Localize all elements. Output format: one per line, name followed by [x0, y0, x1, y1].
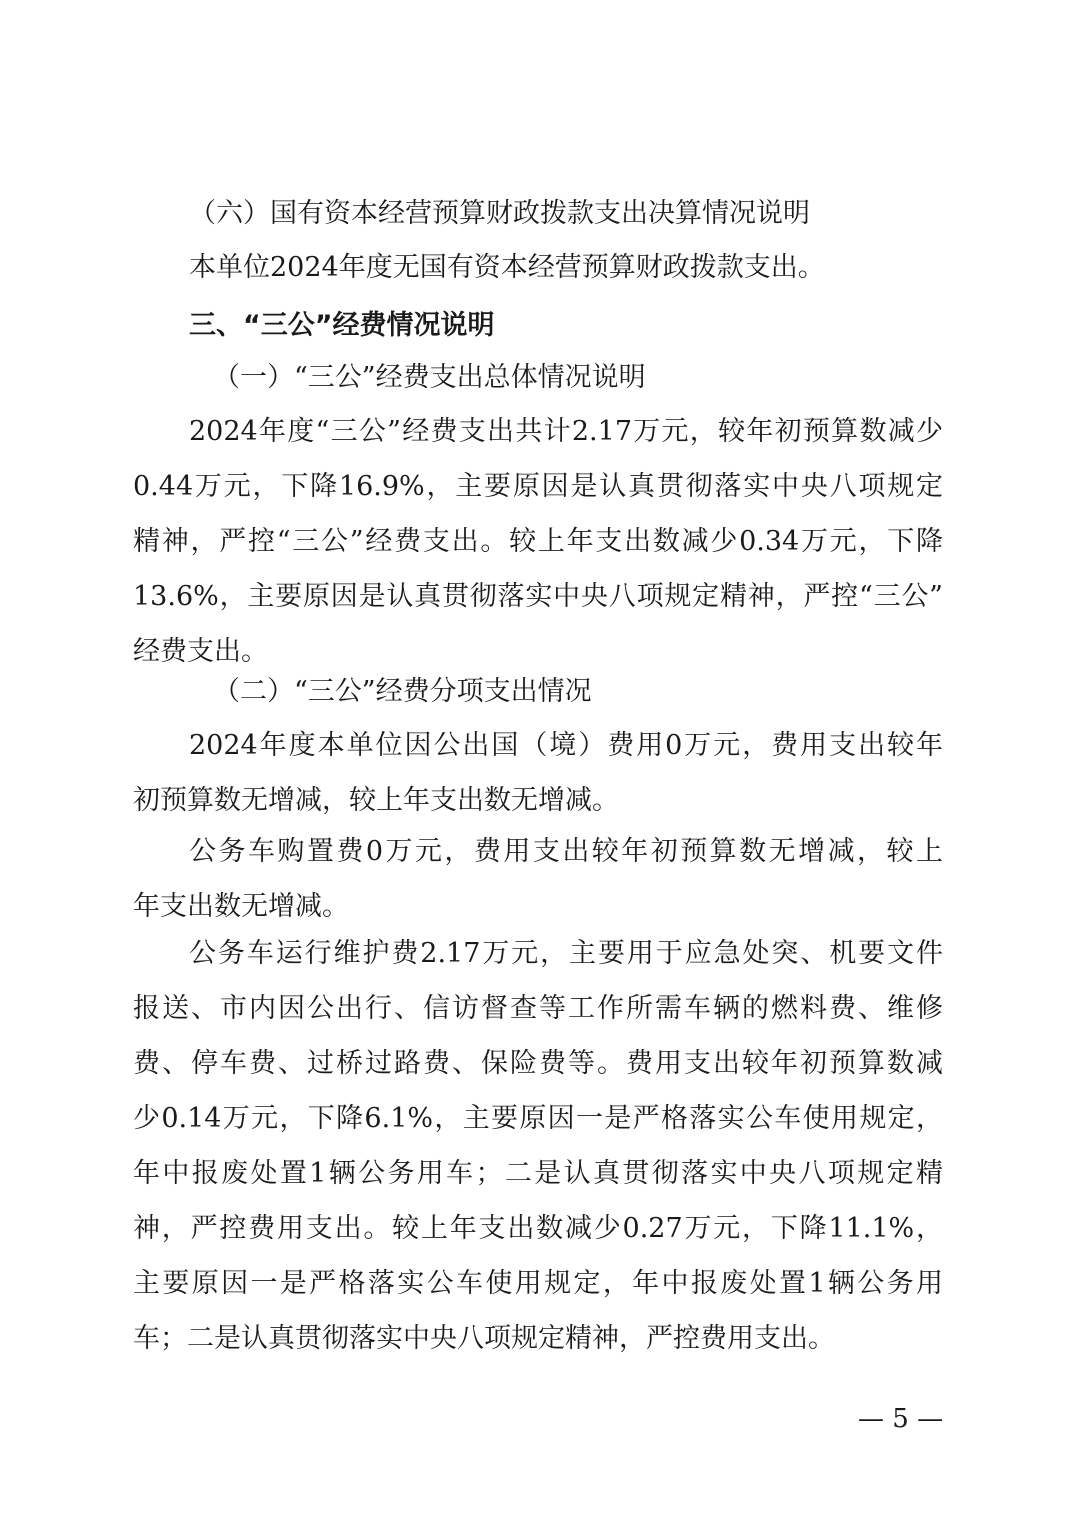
paragraph-line: 年支出数无增减。	[133, 891, 349, 922]
paragraph-line: 2024年度“三公”经费支出共计2.17万元，较年初预算数减少	[189, 416, 943, 447]
subsection-2-paragraph-a	[133, 718, 943, 828]
paragraph-line: 车；二是认真贯彻落实中央八项规定精神，严控费用支出。	[133, 1323, 835, 1354]
paragraph-line: 公务车购置费0万元，费用支出较年初预算数无增减，较上	[189, 836, 943, 867]
subsection-2-heading: （二）“三公”经费分项支出情况	[213, 676, 592, 707]
paragraph-line: 0.44万元，下降16.9%，主要原因是认真贯彻落实中央八项规定	[133, 471, 943, 502]
part-3-heading: 三、“三公”经费情况说明	[189, 310, 495, 341]
paragraph-line: 经费支出。	[133, 636, 268, 667]
paragraph-line: 精神，严控“三公”经费支出。较上年支出数减少0.34万元，下降	[133, 526, 943, 557]
page-number: — 5 —	[858, 1404, 944, 1434]
part-3-heading-block	[133, 298, 943, 353]
section-6-body: 本单位2024年度无国有资本经营预算财政拨款支出。	[189, 252, 825, 283]
paragraph-line: 报送、市内因公出行、信访督查等工作所需车辆的燃料费、维修	[133, 993, 943, 1024]
paragraph-line: 公务车运行维护费2.17万元，主要用于应急处突、机要文件	[189, 938, 943, 969]
paragraph-line: 少0.14万元，下降6.1%，主要原因一是严格落实公车使用规定，	[133, 1103, 943, 1134]
section-6-heading-block	[133, 186, 943, 241]
section-6-body-block	[133, 240, 943, 295]
paragraph-line: 主要原因一是严格落实公车使用规定，年中报废处置1辆公务用	[133, 1268, 943, 1299]
section-6-heading: （六）国有资本经营预算财政拨款支出决算情况说明	[189, 198, 810, 229]
subsection-2-heading-block	[133, 664, 943, 719]
subsection-1-paragraph	[133, 404, 943, 679]
paragraph-line: 13.6%，主要原因是认真贯彻落实中央八项规定精神，严控“三公”	[133, 581, 943, 612]
subsection-2-paragraph-c	[133, 926, 943, 1366]
paragraph-line: 初预算数无增减，较上年支出数无增减。	[133, 785, 619, 816]
paragraph-line: 2024年度本单位因公出国（境）费用0万元，费用支出较年	[189, 730, 943, 761]
paragraph-line: 年中报废处置1辆公务用车；二是认真贯彻落实中央八项规定精	[133, 1158, 943, 1189]
paragraph-line: 神，严控费用支出。较上年支出数减少0.27万元，下降11.1%，	[133, 1213, 943, 1244]
subsection-1-heading: （一）“三公”经费支出总体情况说明	[213, 362, 646, 393]
subsection-1-heading-block	[133, 350, 943, 405]
paragraph-line: 费、停车费、过桥过路费、保险费等。费用支出较年初预算数减	[133, 1048, 943, 1079]
subsection-2-paragraph-b	[133, 824, 943, 934]
